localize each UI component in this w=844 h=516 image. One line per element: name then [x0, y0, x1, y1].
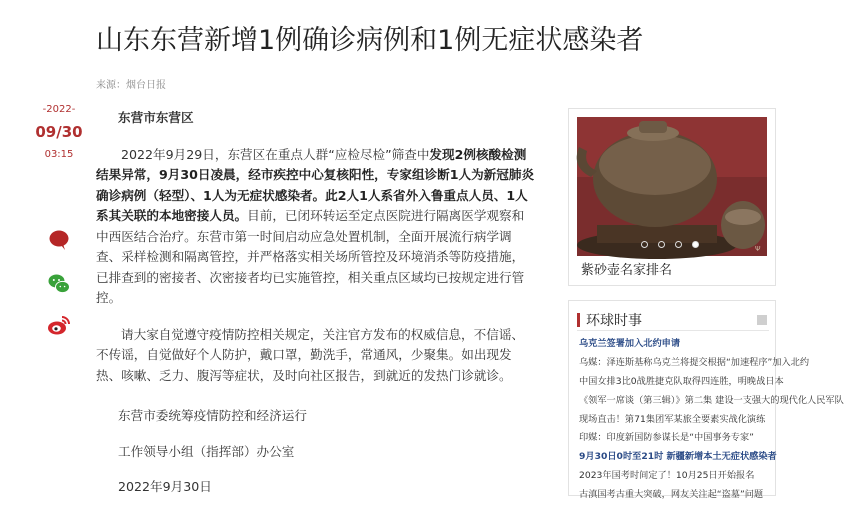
news-link[interactable]: 2023年国考时间定了！10月25日开始报名: [579, 470, 755, 482]
news-link[interactable]: 乌媒：泽连斯基称乌克兰将提交根据“加速程序”加入北约: [579, 356, 810, 368]
weibo-icon[interactable]: [47, 314, 71, 338]
news-link[interactable]: 印媒：印度新国防参谋长是“中国事务专家”: [579, 432, 754, 444]
comment-icon[interactable]: [47, 228, 71, 252]
promo-caption[interactable]: 紫砂壶名家排名: [581, 263, 673, 278]
date-day: 09/30: [35, 123, 83, 141]
svg-text:Ψ: Ψ: [755, 245, 761, 253]
date-year: -2022-: [42, 104, 76, 115]
news-link[interactable]: 乌克兰签署加入北约申请: [579, 338, 681, 349]
article-body: [96, 108, 536, 498]
news-link[interactable]: 中国女排3比0战胜捷克队取得四连胜，明晚战日本: [579, 375, 784, 387]
more-icon[interactable]: [757, 315, 767, 325]
news-link[interactable]: 9月30日0时至21时 新疆新增本土无症状感染者: [579, 451, 777, 463]
date-time: 03:15: [44, 149, 74, 160]
publish-date: [30, 104, 88, 160]
page-title: 山东东营新增1例确诊病例和1例无症状感染者: [96, 25, 644, 56]
article-source: 来源：烟台日报: [96, 80, 166, 91]
slider-dot[interactable]: [641, 241, 648, 248]
signature-date: 2022年9月30日: [118, 479, 212, 494]
news-title: 环球时事: [586, 313, 642, 329]
promo-card[interactable]: [568, 108, 776, 286]
news-panel: [568, 300, 844, 501]
signature-line-2: 工作领导小组（指挥部）办公室: [118, 443, 295, 459]
paragraph-text: 目前，已闭环转运至定点医院进行隔离医学观察和中西医结合治疗。东营市第一时间启动应急处置机制，全面开展流行病学调查、采样检测和隔离管控，并严格落实相关场所管控及环境消杀等防疫措施，已排查到的密接者、次密接者均已实施管控，相关重点区域均已按规定进行管控。: [96, 208, 525, 305]
accent-bar: [577, 313, 580, 327]
slider-dots[interactable]: [641, 241, 699, 248]
slider-dot[interactable]: [675, 241, 682, 248]
article-district: 东营市东营区: [118, 110, 194, 125]
signature-line-1: 东营市委统筹疫情防控和经济运行: [118, 408, 307, 423]
teapot-image[interactable]: [577, 117, 767, 256]
news-list: [579, 335, 844, 505]
slider-dot-active[interactable]: [692, 241, 699, 248]
news-link[interactable]: 现场直击！第71集团军某旅全要素实战化演练: [579, 413, 766, 425]
news-header: [577, 309, 769, 331]
paragraph-bold-text: 发现2例核酸检测结果异常，9月30日凌晨，经市疾控中心复核阳性，专家组诊断1人为新冠肺炎确诊病例（轻型）、1人为无症状感染者。此2人1人系省外入鲁重点人员、1人系其关联的本地密接人员。: [96, 146, 535, 223]
paragraph-text: 2022年9月29日，东营区在重点人群“应检尽检”筛查中: [121, 146, 430, 162]
article-paragraph-2: 请大家自觉遵守疫情防控相关规定，关注官方发布的权威信息，不信谣、不传谣，自觉做好个人防护，戴口罩，勤洗手，常通风，少聚集。如出现发热、咳嗽、乏力、腹泻等症状，及时向社区报告，到就近的发热门诊就诊。: [96, 326, 524, 383]
article-paragraph-1: [96, 145, 536, 309]
slider-dot[interactable]: [658, 241, 665, 248]
news-link[interactable]: 古滇国考古重大突破，网友关注起“盗墓”问题: [579, 489, 764, 501]
news-link[interactable]: 《领军一席谈（第三辑）》第二集 建设一支强大的现代化人民军队: [579, 394, 844, 406]
wechat-icon[interactable]: [47, 272, 71, 296]
